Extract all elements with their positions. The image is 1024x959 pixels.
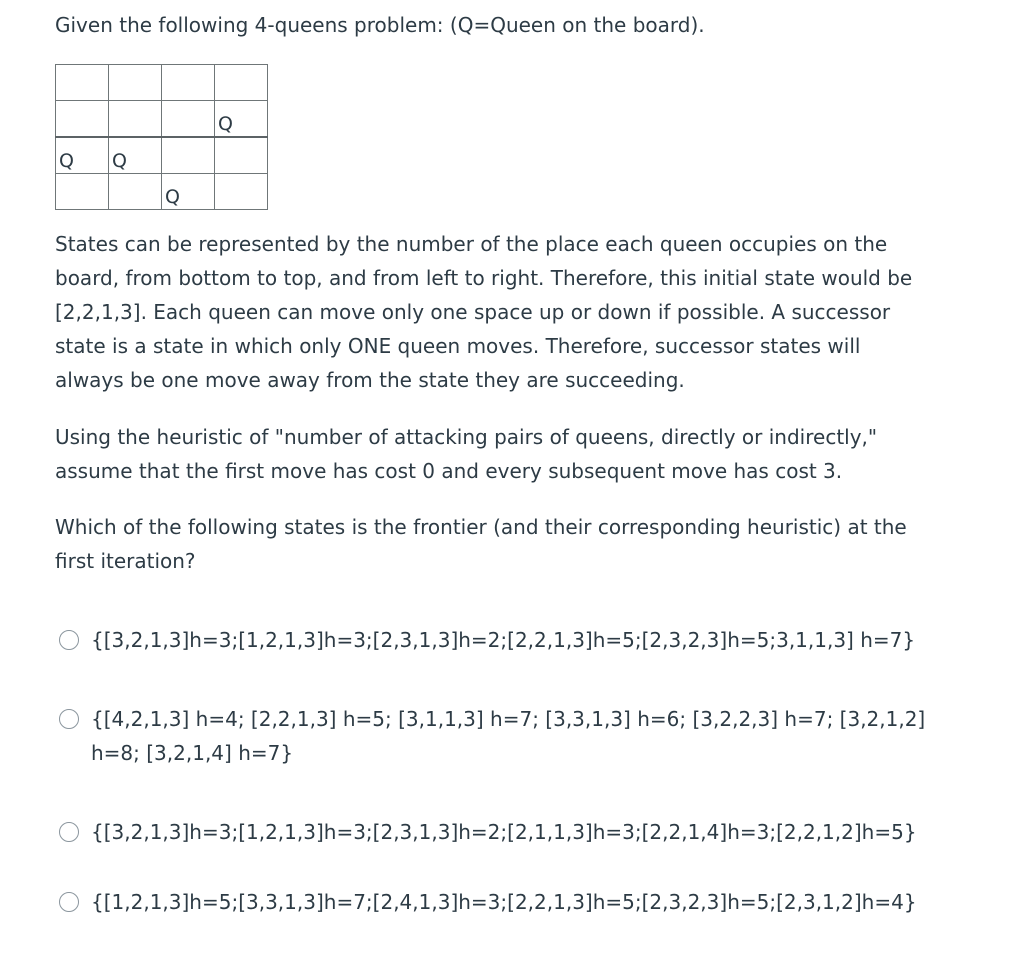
answer-option-label[interactable]: {[3,2,1,3]h=3;[1,2,1,3]h=3;[2,3,1,3]h=2;[2,2,1,3]h=5;[2,3,2,3]h=5;3,1,1,3] h=7} [91,628,916,652]
radio-button[interactable] [59,822,79,842]
board-cell [162,65,215,101]
answer-option-3[interactable] [59,815,939,849]
answer-option-4[interactable] [59,885,939,919]
queen-marker: Q [59,150,74,172]
radio-button[interactable] [59,709,79,729]
answer-option-1[interactable] [59,623,939,657]
queens-board [55,64,268,210]
board-cell [56,174,109,210]
board-cell [56,65,109,101]
board-cell [56,101,109,138]
queen-marker: Q [165,186,180,208]
state-description: States can be represented by the number of the place each queen occupies on the board, from bottom to top, and from left to right. Therefore, this initial state would be [2,2,1,3]. Each queen can move only one space up or down if possible. A successor state is a state in which only ONE queen moves. Therefore, successor states will always be one move away from the state they are succeeding. [55,232,913,392]
question-prompt: Which of the following states is the frontier (and their corresponding heuristic) at the first iteration? [55,515,907,573]
answer-option-label[interactable]: {[3,2,1,3]h=3;[1,2,1,3]h=3;[2,3,1,3]h=2;[2,1,1,3]h=3;[2,2,1,4]h=3;[2,2,1,2]h=5} [91,820,917,844]
board-row-4 [56,65,268,101]
heuristic-description: Using the heuristic of "number of attacking pairs of queens, directly or indirectly," assume that the first move has cost 0 and every subsequent move has cost 3. [55,425,878,483]
board-cell [109,137,162,174]
radio-button[interactable] [59,892,79,912]
queen-marker: Q [218,113,233,135]
radio-button[interactable] [59,630,79,650]
board-row-1 [56,174,268,210]
board-cell [162,174,215,210]
answer-option-label[interactable]: {[4,2,1,3] h=4; [2,2,1,3] h=5; [3,1,1,3] h=7; [3,3,1,3] h=6; [3,2,2,3] h=7; [3,2,1,2] h=8; [3,2,1,4] h=7} [91,707,926,765]
board-cell [215,101,268,138]
answer-option-label[interactable]: {[1,2,1,3]h=5;[3,3,1,3]h=7;[2,4,1,3]h=3;[2,2,1,3]h=5;[2,3,2,3]h=5;[2,3,1,2]h=4} [91,890,917,914]
answer-option-2[interactable] [59,702,939,770]
board-cell [109,101,162,138]
board-cell [56,137,109,174]
question-title: Given the following 4-queens problem: (Q=Queen on the board). [55,13,705,37]
board-cell [109,174,162,210]
board-row-2 [56,137,268,174]
board-cell [215,65,268,101]
board-row-3 [56,101,268,138]
board-cell [162,101,215,138]
queen-marker: Q [112,150,127,172]
board-cell [109,65,162,101]
board-cell [215,174,268,210]
board-cell [215,137,268,174]
board-cell [162,137,215,174]
